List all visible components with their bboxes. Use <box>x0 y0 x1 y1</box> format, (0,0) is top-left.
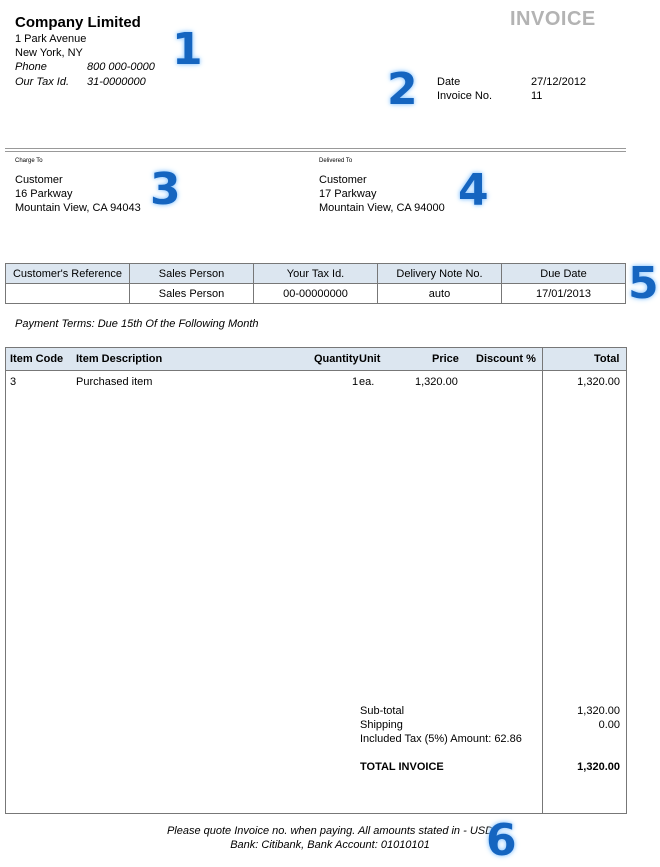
ref-header-cell: Delivery Note No. <box>378 264 502 284</box>
header-divider-bottom <box>5 151 626 152</box>
charge-to-city: Mountain View, CA 94043 <box>15 202 141 214</box>
ref-value-cell: Sales Person <box>130 284 254 304</box>
ref-header-cell: Due Date <box>502 264 626 284</box>
item-quantity: 1 <box>352 376 359 388</box>
col-total: Total <box>594 353 620 365</box>
shipping-value: 0.00 <box>598 719 620 731</box>
item-total: 1,320.00 <box>577 376 620 388</box>
invoice-title: INVOICE <box>510 8 596 30</box>
col-discount: Discount % <box>476 353 536 365</box>
reference-header-row <box>6 264 626 284</box>
charge-to-name: Customer <box>15 174 63 186</box>
tax-id-label: Our Tax Id. <box>15 76 70 88</box>
marker-1: 1 <box>172 24 203 75</box>
ref-value-cell <box>6 284 130 304</box>
charge-to-label: Charge To <box>15 158 43 164</box>
subtotal-value: 1,320.00 <box>577 705 620 717</box>
charge-to-street: 16 Parkway <box>15 188 73 200</box>
delivered-to-name: Customer <box>319 174 367 186</box>
tax-id-value: 31-0000000 <box>87 76 146 88</box>
ref-header-cell: Your Tax Id. <box>254 264 378 284</box>
ref-value-cell: auto <box>378 284 502 304</box>
ref-header-cell: Sales Person <box>130 264 254 284</box>
marker-5: 5 <box>628 258 659 309</box>
reference-value-row <box>6 284 626 304</box>
ref-header-cell: Customer's Reference <box>6 264 130 284</box>
reference-table <box>5 263 626 304</box>
footer-payment-note: Please quote Invoice no. when paying. All amounts stated in - USD <box>166 825 494 837</box>
company-name: Company Limited <box>15 14 141 31</box>
items-header-row <box>6 348 626 371</box>
header-divider-top <box>5 148 626 149</box>
payment-terms: Payment Terms: Due 15th Of the Following Month <box>15 318 259 330</box>
col-item-description: Item Description <box>76 353 163 365</box>
item-description: Purchased item <box>76 376 153 388</box>
marker-6: 6 <box>486 815 517 866</box>
marker-4: 4 <box>458 165 489 216</box>
shipping-label: Shipping <box>360 719 403 731</box>
phone-value: 800 000-0000 <box>87 61 155 73</box>
items-table <box>5 347 627 814</box>
invoice-number-label: Invoice No. <box>437 90 493 102</box>
delivered-to-street: 17 Parkway <box>319 188 377 200</box>
total-invoice-label: TOTAL INVOICE <box>360 761 444 773</box>
marker-3: 3 <box>150 164 181 215</box>
delivered-to-label: Delivered To <box>319 158 353 164</box>
item-price: 1,320.00 <box>415 376 458 388</box>
marker-2: 2 <box>387 64 418 115</box>
footer-bank-details: Bank: Citibank, Bank Account: 01010101 <box>230 839 430 851</box>
ref-value-cell: 17/01/2013 <box>502 284 626 304</box>
company-address-line1: 1 Park Avenue <box>15 33 87 45</box>
col-price: Price <box>432 353 459 365</box>
company-address-line2: New York, NY <box>15 47 83 59</box>
ref-value-cell: 00-00000000 <box>254 284 378 304</box>
total-invoice-value: 1,320.00 <box>577 761 620 773</box>
total-column-divider <box>542 348 543 813</box>
item-code: 3 <box>10 376 17 388</box>
invoice-number-value: 11 <box>531 90 543 102</box>
col-unit: Unit <box>359 353 381 365</box>
col-item-code: Item Code <box>10 353 64 365</box>
item-unit: ea. <box>359 376 375 388</box>
phone-label: Phone <box>15 61 47 73</box>
delivered-to-city: Mountain View, CA 94000 <box>319 202 445 214</box>
subtotal-label: Sub-total <box>360 705 405 717</box>
invoice-date-value: 27/12/2012 <box>531 76 587 88</box>
col-quantity: Quantity <box>314 353 359 365</box>
included-tax-line: Included Tax (5%) Amount: 62.86 <box>360 733 522 745</box>
invoice-date-label: Date <box>437 76 461 88</box>
